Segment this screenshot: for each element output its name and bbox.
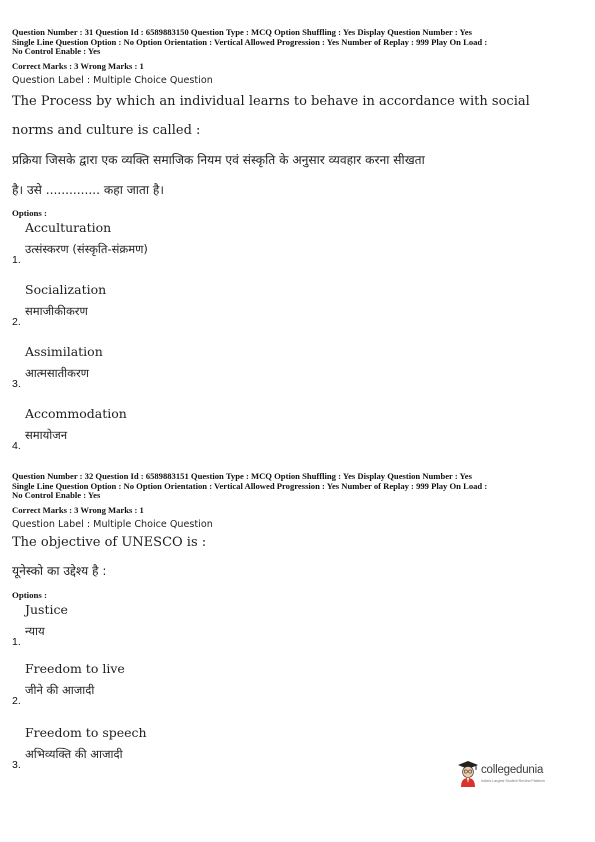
question-meta-line-2: Single Line Question Option : No Option Orientation : Vertical Allowed Progression : Yes Number of Replay : 999 Play On Load : — [12, 36, 488, 47]
option-text-hi: जीने की आजादी — [25, 682, 95, 697]
question-label: Question Label : Multiple Choice Question — [12, 74, 213, 86]
option-text-en: Acculturation — [25, 219, 112, 235]
question-text-en-line-1: The objective of UNESCO is : — [12, 534, 207, 550]
option-text-en: Assimilation — [25, 343, 103, 359]
options-heading: Options : — [12, 207, 47, 218]
option-2[interactable] — [12, 280, 587, 342]
logo-tagline: India's Largest Student Review Platform — [481, 779, 545, 783]
option-number: 3. — [12, 377, 21, 390]
collegedunia-logo — [457, 760, 557, 790]
marks-info: Correct Marks : 3 Wrong Marks : 1 — [12, 60, 144, 71]
student-mascot-icon — [457, 760, 479, 788]
question-text-hi-line-1: प्रक्रिया जिसके द्वारा एक व्यक्ति समाजिक नियम एवं संस्कृति के अनुसार व्यवहार करना सीखता — [12, 152, 425, 167]
options-heading: Options : — [12, 589, 47, 600]
option-number: 1. — [12, 253, 21, 266]
question-text-en-line-1: The Process by which an individual learns to behave in accordance with social — [12, 93, 530, 109]
option-text-en: Justice — [25, 601, 68, 617]
option-text-en: Freedom to speech — [25, 724, 147, 740]
option-4[interactable] — [12, 404, 587, 466]
question-meta-line-3: No Control Enable : Yes — [12, 46, 101, 57]
logo-wordmark: collegedunia — [481, 764, 544, 776]
option-2[interactable] — [12, 659, 587, 723]
question-meta-line-3: No Control Enable : Yes — [12, 490, 101, 501]
option-3[interactable] — [12, 342, 587, 404]
option-text-hi: समायोजन — [25, 427, 68, 442]
option-text-hi: समाजीकीकरण — [25, 303, 88, 318]
question-meta-line-1: Question Number : 31 Question Id : 6589883150 Question Type : MCQ Option Shuffling : Yes Display Question Number : Yes — [12, 27, 472, 37]
option-text-hi: अभिव्यक्ति की आजादी — [25, 746, 123, 761]
option-text-hi: न्याय — [25, 623, 45, 638]
question-text-en-line-2: norms and culture is called : — [12, 122, 201, 138]
question-31 — [12, 28, 587, 466]
marks-info: Correct Marks : 3 Wrong Marks : 1 — [12, 504, 144, 515]
question-32 — [12, 472, 587, 785]
question-label: Question Label : Multiple Choice Question — [12, 518, 213, 530]
option-text-hi: उत्संस्करण (संस्कृति-संक्रमण) — [25, 241, 148, 256]
question-text-hi-line-1: यूनेस्को का उद्देश्य है : — [12, 563, 107, 578]
option-text-en: Socialization — [25, 281, 107, 297]
option-number: 4. — [12, 439, 21, 452]
option-1[interactable] — [12, 218, 587, 280]
option-number: 3. — [12, 758, 21, 771]
option-text-hi: आत्मसातीकरण — [25, 365, 89, 380]
question-meta-line-2: Single Line Question Option : No Option Orientation : Vertical Allowed Progression : Yes Number of Replay : 999 Play On Load : — [12, 480, 488, 491]
option-number: 2. — [12, 315, 21, 328]
option-number: 1. — [12, 635, 21, 648]
option-text-en: Accommodation — [25, 405, 127, 421]
option-text-en: Freedom to live — [25, 660, 125, 676]
option-number: 2. — [12, 694, 21, 707]
question-text-hi-line-2: है। उसे .............. कहा जाता है। — [12, 182, 164, 197]
option-1[interactable] — [12, 600, 587, 659]
question-meta-line-1: Question Number : 32 Question Id : 6589883151 Question Type : MCQ Option Shuffling : Yes Display Question Number : Yes — [12, 471, 472, 481]
